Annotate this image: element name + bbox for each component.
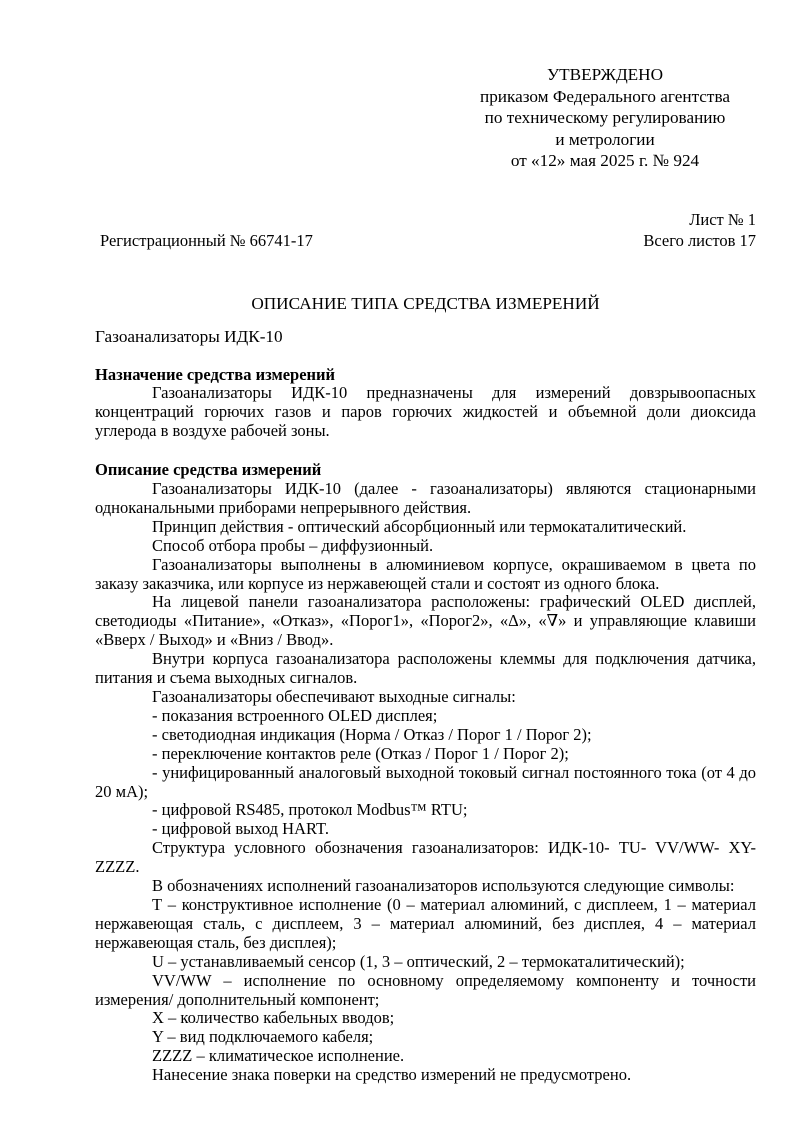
paragraph: На лицевой панели газоанализатора расположены: графический OLED дисплей, светодиоды «Питание», «Отказ», «Порог1», «Порог2», «Δ», «∇» и управляющие клавиши «Вверх / Выход» и «Вниз / Ввод». [95, 592, 756, 650]
paragraph: Газоанализаторы ИДК-10 (далее - газоанализаторы) являются стационарными одноканальными приборами непрерывного действия. [95, 479, 756, 517]
paragraph: - светодиодная индикация (Норма / Отказ / Порог 1 / Порог 2); [152, 724, 592, 744]
paragraph: Принцип действия - оптический абсорбционный или термокаталитический. [152, 516, 687, 536]
paragraph: X – количество кабельных вводов; [152, 1008, 395, 1028]
paragraph: ZZZZ – климатическое исполнение. [152, 1046, 405, 1066]
paragraph: Y – вид подключаемого кабеля; [152, 1027, 374, 1047]
paragraph: VV/WW – исполнение по основному определяемому компоненту и точности измерения/ дополнительный компонент; [95, 970, 756, 1009]
sheet-info-row [95, 230, 756, 251]
section-description [95, 461, 756, 1085]
approval-line: и метрологии [555, 129, 655, 149]
sheet-number: Лист № 1 [689, 209, 756, 229]
approval-line: по техническому регулированию [484, 108, 726, 127]
document-title: ОПИСАНИЕ ТИПА СРЕДСТВА ИЗМЕРЕНИЙ [251, 293, 600, 313]
paragraph: Нанесение знака поверки на средство измерений не предусмотрено. [152, 1065, 632, 1085]
section-heading: Описание средства измерений [95, 460, 322, 480]
section-purpose [95, 366, 756, 442]
total-sheets: Всего листов 17 [643, 230, 756, 250]
paragraph: Т – конструктивное исполнение (0 – материал алюминий, с дисплеем, 1 – материал нержавеющая сталь, с дисплеем, 3 – материал алюминий, без дисплея, 4 – материал нержавеющая сталь, без дисплея); [95, 894, 756, 952]
registration-number: Регистрационный № 66741-17 [100, 230, 313, 250]
paragraph: В обозначениях исполнений газоанализаторов используются следующие символы: [152, 876, 735, 896]
paragraph: - показания встроенного OLED дисплея; [152, 705, 438, 725]
paragraph: Способ отбора пробы – диффузионный. [152, 535, 434, 555]
paragraph: Внутри корпуса газоанализатора расположены клеммы для подключения датчика, питания и съема выходных сигналов. [95, 649, 756, 688]
paragraph: - цифровой RS485, протокол Modbus™ RTU; [152, 800, 468, 820]
paragraph: U – устанавливаемый сенсор (1, 3 – оптический, 2 – термокаталитический); [152, 951, 685, 971]
document-content [95, 0, 756, 1085]
paragraph: Газоанализаторы выполнены в алюминиевом корпусе, окрашиваемом в цвета по заказу заказчика, или корпусе из нержавеющей стали и состоят из одного блока. [95, 554, 756, 593]
paragraph: - переключение контактов реле (Отказ / Порог 1 / Порог 2); [152, 743, 569, 763]
approval-line: приказом Федерального агентства [480, 86, 730, 106]
approval-line: от «12» мая 2025 г. № 924 [510, 151, 700, 170]
approval-block [454, 64, 756, 172]
paragraph: - цифровой выход HART. [152, 819, 329, 839]
approval-line: УТВЕРЖДЕНО [546, 65, 664, 84]
section-heading: Назначение средства измерений [95, 364, 336, 384]
paragraph: Газоанализаторы обеспечивают выходные сигналы: [152, 687, 516, 706]
paragraph: - унифицированный аналоговый выходной токовый сигнал постоянного тока (от 4 до 20 мА); [95, 762, 756, 801]
paragraph: Структура условного обозначения газоанализаторов: ИДК-10- TU- VV/WW- XY- ZZZZ. [95, 838, 756, 877]
product-name: Газоанализаторы ИДК-10 [95, 326, 283, 346]
paragraph: Газоанализаторы ИДК-10 предназначены для измерений довзрывоопасных концентраций горючих газов и паров горючих жидкостей и объемной доли диоксида углерода в воздухе рабочей зоны. [95, 383, 756, 441]
